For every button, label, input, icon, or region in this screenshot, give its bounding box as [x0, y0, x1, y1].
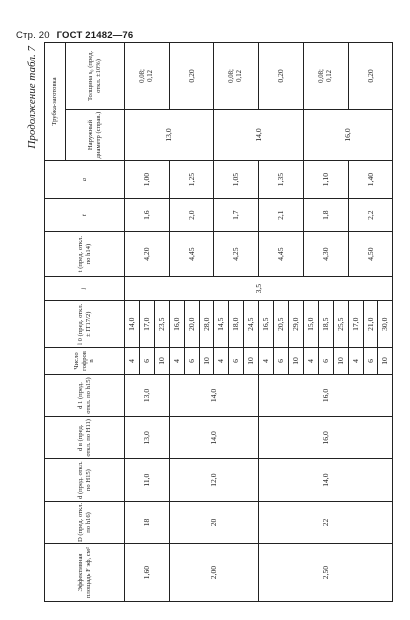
l0-cell: 15,0 [303, 301, 318, 348]
thick-cell: 0,08; 0,12 [214, 43, 259, 110]
l0-cell: 21,0 [363, 301, 378, 348]
l0-cell: 23,5 [154, 301, 169, 348]
a-cell: 1,05 [214, 161, 259, 199]
l0-cell: 14,0 [125, 301, 140, 348]
area-cell: 2,00 [169, 544, 258, 602]
col-thick: Толщина s₀ (пред. откл. ±10%) [66, 43, 125, 110]
outer-cell: 16,0 [303, 109, 392, 160]
n-cell: 4 [214, 348, 229, 375]
col-D: D (пред. откл. по h16) [45, 501, 125, 543]
thick-cell: 0,20 [169, 43, 214, 110]
t2-cell: 2,0 [169, 198, 214, 231]
n-cell: 4 [259, 348, 274, 375]
d-cell: 14,0 [259, 459, 393, 501]
l0-cell: 16,5 [259, 301, 274, 348]
page-header [16, 30, 133, 41]
D-cell: 20 [169, 501, 258, 543]
l0-cell: 18,0 [229, 301, 244, 348]
n-cell: 10 [199, 348, 214, 375]
thick-cell: 0,08; 0,12 [125, 43, 170, 110]
t-cell: 4,50 [348, 232, 393, 277]
col-t: t (пред. откл. по h14) [45, 232, 125, 277]
col-area: Эффективная площадь F эф, см² [45, 544, 125, 602]
l0-cell: 18,5 [318, 301, 333, 348]
D-cell: 22 [259, 501, 393, 543]
n-cell: 4 [348, 348, 363, 375]
l0-cell: 28,0 [199, 301, 214, 348]
l-cell [125, 276, 393, 300]
D-cell: 18 [125, 501, 170, 543]
l0-cell: 17,0 [348, 301, 363, 348]
d1-cell: 16,0 [259, 374, 393, 416]
a-cell: 1,00 [125, 161, 170, 199]
dB-cell: 13,0 [125, 417, 170, 459]
t2-cell: 1,7 [214, 198, 259, 231]
l0-cell: 30,0 [378, 301, 393, 348]
d-cell: 11,0 [125, 459, 170, 501]
t-cell: 4,30 [303, 232, 348, 277]
a-cell: 1,35 [259, 161, 304, 199]
n-cell: 6 [229, 348, 244, 375]
d1-cell: 14,0 [169, 374, 258, 416]
d1-cell: 13,0 [125, 374, 170, 416]
a-cell: 1,10 [303, 161, 348, 199]
thick-cell: 0,08; 0,12 [303, 43, 348, 110]
t2-cell: 1,6 [125, 198, 170, 231]
n-cell: 4 [169, 348, 184, 375]
dB-cell: 14,0 [169, 417, 258, 459]
n-cell: 10 [244, 348, 259, 375]
t2-cell: 2,2 [348, 198, 393, 231]
col-l0: l 0 (пред. откл. ± IT17/2) [45, 301, 125, 348]
col-blank: Трубка-заготовка [45, 43, 66, 161]
t2-cell: 1,8 [303, 198, 348, 231]
t-cell: 4,45 [169, 232, 214, 277]
l0-cell: 20,5 [274, 301, 289, 348]
n-cell: 6 [139, 348, 154, 375]
a-cell: 1,40 [348, 161, 393, 199]
col-n: Число гофров n [45, 348, 125, 375]
t2-cell: 2,1 [259, 198, 304, 231]
l0-cell: 17,0 [139, 301, 154, 348]
page-number: Стр. 20 [16, 30, 50, 41]
col-d: d (пред. откл. по H15) [45, 459, 125, 501]
thick-cell: 0,20 [259, 43, 304, 110]
col-outer: Наружный диаметр (справ.) [66, 109, 125, 160]
l-value: 3,5 [253, 283, 263, 294]
rotated-table-wrapper [22, 42, 390, 602]
n-cell: 10 [154, 348, 169, 375]
l0-cell: 20,0 [184, 301, 199, 348]
col-l: l [45, 276, 125, 300]
t-cell: 4,25 [214, 232, 259, 277]
area-cell: 1,60 [125, 544, 170, 602]
l0-cell: 29,0 [288, 301, 303, 348]
col-t2: t [45, 198, 125, 231]
header-row-1 [45, 43, 66, 602]
l0-cell: 16,0 [169, 301, 184, 348]
n-cell: 10 [288, 348, 303, 375]
l0-cell: 14,5 [214, 301, 229, 348]
table-row [125, 43, 140, 602]
n-cell: 10 [333, 348, 348, 375]
area-cell: 2,50 [259, 544, 393, 602]
l0-cell: 25,5 [333, 301, 348, 348]
n-cell: 4 [303, 348, 318, 375]
outer-cell: 13,0 [125, 109, 214, 160]
table-stage [16, 42, 410, 620]
continuation-label: Продолжение табл. 7 [26, 46, 38, 149]
standard-title: ГОСТ 21482—76 [56, 30, 134, 41]
l0-cell: 24,5 [244, 301, 259, 348]
col-d1: d 1 (пред. откл. по h15) [45, 374, 125, 416]
thick-cell: 0,20 [348, 43, 393, 110]
d-cell: 12,0 [169, 459, 258, 501]
col-dB: d в (пред. откл. по H11) [45, 417, 125, 459]
n-cell: 6 [318, 348, 333, 375]
t-cell: 4,20 [125, 232, 170, 277]
n-cell: 6 [363, 348, 378, 375]
a-cell: 1,25 [169, 161, 214, 199]
dimensions-table [44, 42, 393, 602]
n-cell: 4 [125, 348, 140, 375]
t-cell: 4,45 [259, 232, 304, 277]
n-cell: 6 [274, 348, 289, 375]
col-a: a [45, 161, 125, 199]
dB-cell: 16,0 [259, 417, 393, 459]
outer-cell: 14,0 [214, 109, 303, 160]
n-cell: 6 [184, 348, 199, 375]
n-cell: 10 [378, 348, 393, 375]
